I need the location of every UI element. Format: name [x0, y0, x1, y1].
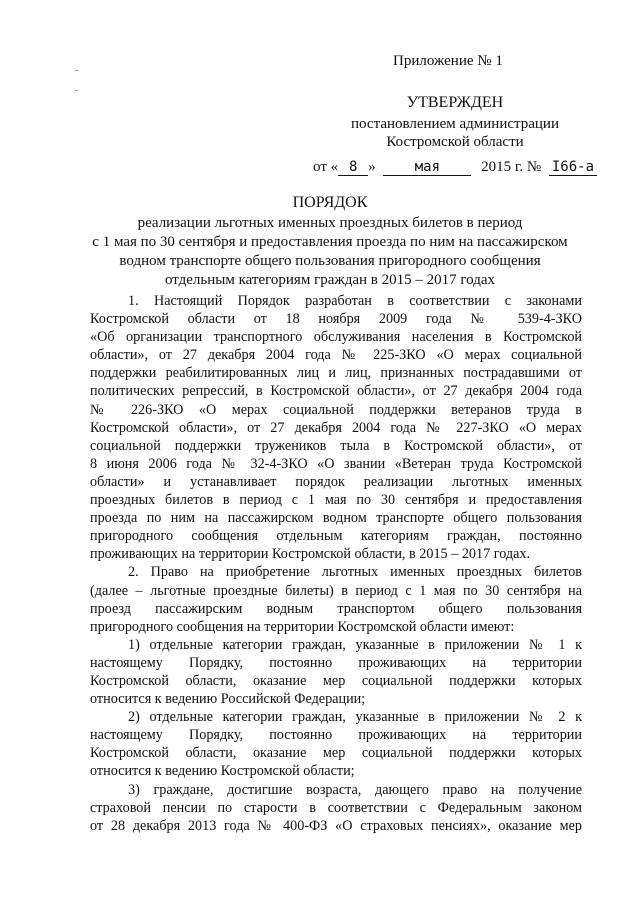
body-line: области» и устанавливает порядок реализации льготных именных [90, 473, 582, 490]
body-line: пригородного сообщения отдельным категориям граждан, постоянно [90, 528, 582, 545]
body-line: настоящему Порядку, постоянно проживающих на территории [90, 727, 582, 744]
date-month: мая [383, 160, 471, 176]
scan-mark [75, 90, 78, 91]
body-line: 8 июня 2006 года № 32-4-ЗКО «О звании «Ветеран труда Костромской [90, 455, 582, 472]
date-year: 2015 г. № [481, 158, 542, 175]
approval-date-line [300, 158, 610, 177]
body-line: «Об организации транспортного обслуживания населения в Костромской [90, 329, 582, 346]
body-line: 2. Право на приобретение льготных именных проездных билетов [128, 564, 582, 581]
body-line: 3) граждане, достигшие возраста, дающего право на получение [128, 781, 582, 798]
scan-mark [75, 70, 78, 71]
body-line: Костромской области», от 27 декабря 2004 года № 227-ЗКО «О мерах [90, 419, 582, 436]
body-line: проездных билетов в период с 1 мая по 30 сентября и предоставления [90, 492, 582, 509]
title-line: реализации льготных именных проездных билетов в период [137, 215, 523, 231]
body-line: пригородного сообщения на территории Костромской области имеют: [90, 618, 515, 635]
title-line: водном транспорте общего пользования пригородного сообщения [119, 253, 541, 269]
body-line: Костромской области, оказание мер социальной поддержки которых [90, 672, 582, 689]
body-line: настоящему Порядку, постоянно проживающих на территории [90, 654, 582, 671]
document-title [40, 193, 620, 290]
body-line: (далее – льготные проездные билеты) в период с 1 мая по 30 сентября на [90, 582, 582, 599]
body-line: от 28 декабря 2013 года № 400-ФЗ «О страховых пенсиях», оказание мер [90, 817, 582, 834]
approval-heading: УТВЕРЖДЕН [406, 94, 504, 111]
date-sep: » [368, 158, 376, 175]
date-day: 8 [338, 160, 368, 176]
body-line: поддержки реабилитированных лиц и лиц, признанных пострадавшими от [90, 365, 582, 382]
body-line: 1. Настоящий Порядок разработан в соответствии с законами [128, 293, 582, 309]
title-heading: ПОРЯДОК [292, 194, 368, 211]
body-line: относится к ведению Костромской области; [90, 763, 355, 780]
body-line: № 226-ЗКО «О мерах социальной поддержки ветеранов труда в [90, 401, 582, 418]
body-line: проезд пассажирским водным транспортом общего пользования [90, 600, 582, 617]
approval-block [300, 94, 610, 176]
body-line: относится к ведению Российской Федерации; [90, 691, 366, 708]
title-line: отдельным категориям граждан в 2015 – 2017 годах [164, 272, 496, 288]
body-line: Костромской области от 18 ноября 2009 года № 539-4-ЗКО [90, 311, 582, 328]
body-line: 1) отдельные категории граждан, указанные в приложении № 1 к [128, 636, 582, 653]
body-line: 2) отдельные категории граждан, указанные в приложении № 2 к [128, 709, 582, 726]
approval-line-2: Костромской области [386, 134, 524, 150]
document-number: I66-а [549, 160, 597, 176]
body-line: политических репрессий, в Костромской области», от 27 декабря 2004 года [90, 383, 582, 400]
body-line: проживающих на территории Костромской области, в 2015 – 2017 годах. [90, 546, 531, 563]
date-prefix: от « [313, 158, 339, 175]
approval-line-1: постановлением администрации [351, 115, 559, 132]
appendix-label: Приложение № 1 [393, 53, 503, 69]
body-line: проезда по ним на пассажирском водном транспорте общего пользования [90, 510, 582, 527]
title-line: с 1 мая по 30 сентября и предоставления проезда по ним на пассажирском [92, 234, 568, 250]
document-body [90, 292, 582, 835]
body-line: страховой пенсии по старости в соответствии с Федеральным законом [90, 799, 582, 816]
body-line: Костромской области, оказание мер социальной поддержки которых [90, 745, 582, 762]
body-line: социальной поддержки тружеников тыла в Костромской области», от [90, 437, 582, 454]
body-line: области», от 27 декабря 2004 года № 225-ЗКО «О мерах социальной [90, 347, 582, 364]
